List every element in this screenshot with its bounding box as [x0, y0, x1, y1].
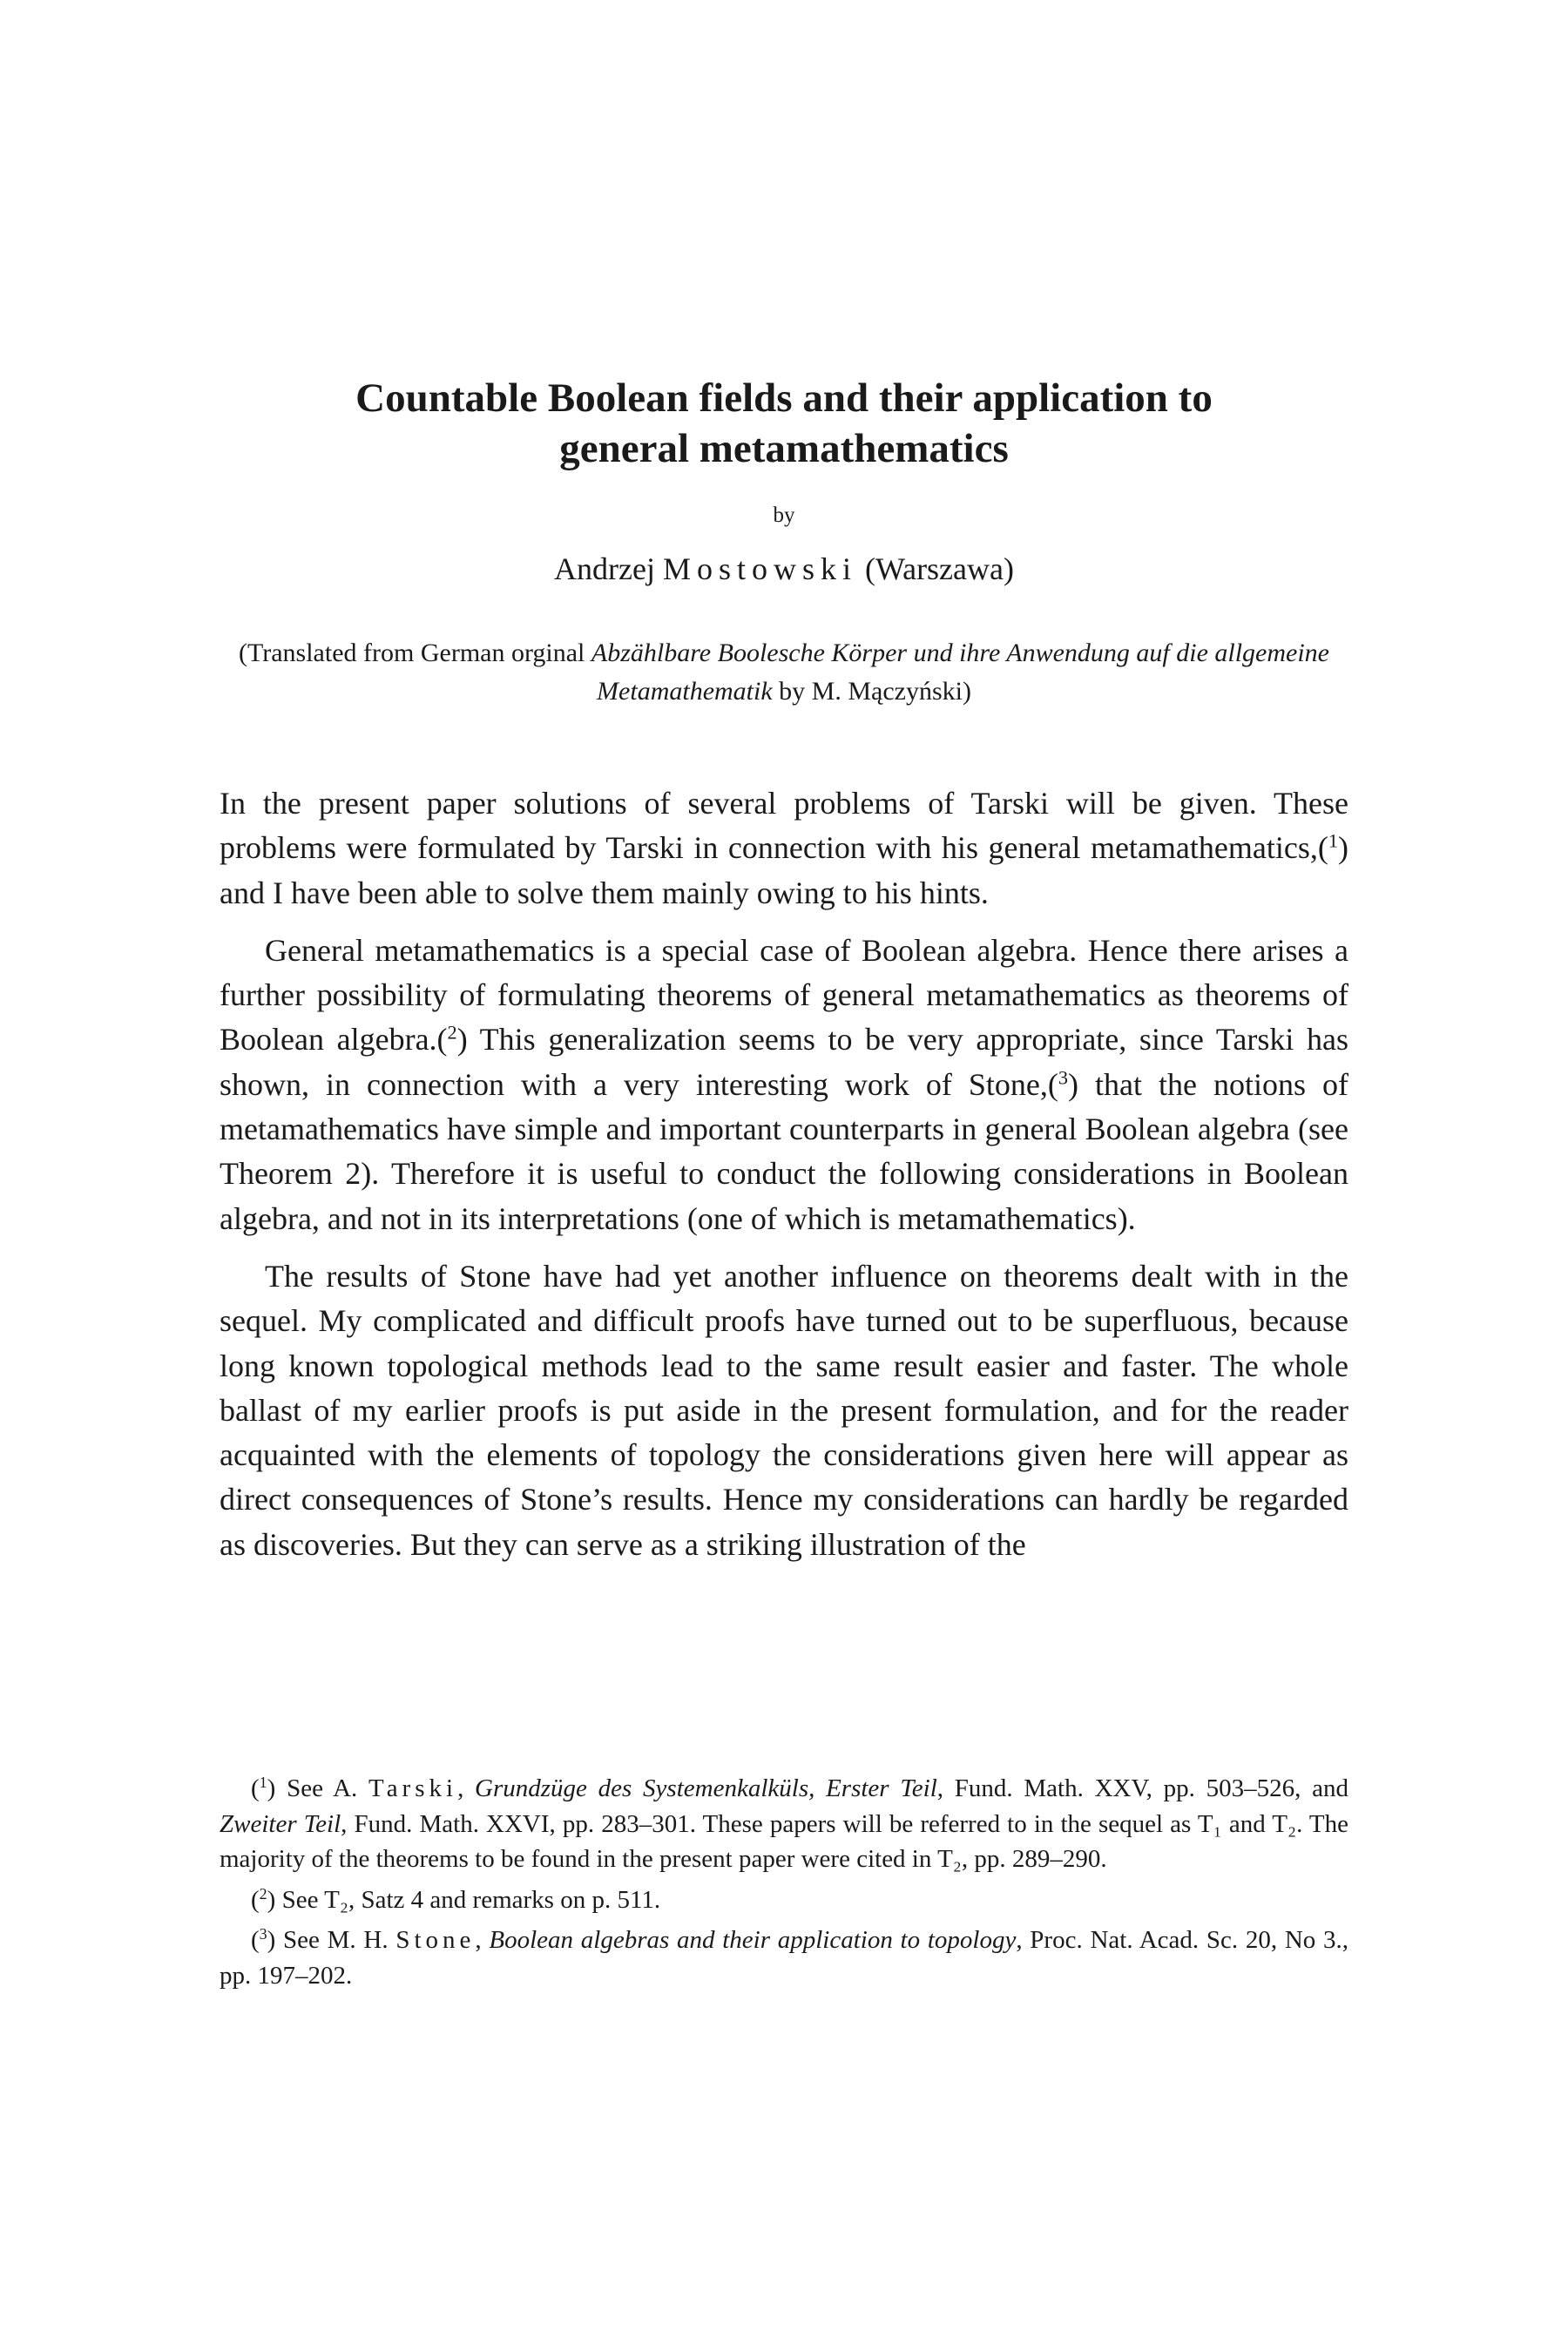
footnote-3-sep: ,: [475, 1926, 490, 1954]
footnote-1: ($^1$) See A. Tarski, Grundzüge des Systemenkalküls, Erster Teil, Fund. Math. XXV, pp. 503–526, and Zweiter Teil, Fund. Math. XXVI, pp. 283–301. These papers will be referred to in the sequel as T₁ and T₂. The majority of the theorems to be found in the present paper were cited in T₂, pp. 289–290.: [220, 1774, 1348, 1873]
footnote-2-mark: 2: [259, 1884, 267, 1903]
footnote-3-see: See M. H.: [283, 1926, 396, 1954]
footnote-3-rest: , Proc. Nat. Acad. Sc. 20, No 3., pp. 197–202.: [220, 1926, 1348, 1990]
footnote-3: ($^3$) See M. H. Stone, Boolean algebras and their application to topology, Proc. Nat. Acad. Sc. 20, No 3., pp. 197–202.: [220, 1925, 1348, 1990]
author-line: [0, 551, 1568, 587]
footnote-1-mid: , Fund. Math. XXV, pp. 503–526, and: [936, 1774, 1348, 1802]
original-title: Abzählbare Boolesche Körper und ihre Anwendung auf die allgemeine Metamathematik: [591, 639, 1329, 706]
byline: by: [773, 504, 795, 527]
footnote-1-title-1: Grundzüge des Systemenkalküls, Erster Teil: [475, 1774, 937, 1802]
footnote-3-author: Stone: [395, 1926, 476, 1954]
paragraph-1: In the present paper solutions of several problems of Tarski will be given. These problems were formulated by Tarski in connection with his general metamathematics,($^1$) and I have been able to solve them mainly owing to his hints.: [220, 786, 1348, 910]
translation-note: [220, 634, 1348, 711]
translation-lead: (Translated from German orginal: [238, 639, 591, 667]
footnote-1-sep: ,: [457, 1774, 476, 1802]
footnote-1-mark: 1: [259, 1774, 267, 1792]
translation-by: by M. Mączyński): [772, 677, 971, 706]
footnote-ref: 2: [447, 1022, 457, 1044]
footnote-3-title: Boolean algebras and their application to topology: [489, 1926, 1017, 1954]
author-last-name: Mostowski: [662, 551, 857, 586]
footnote-ref: 1: [1328, 830, 1338, 853]
footnote-2-text: See T₂, Satz 4 and remarks on p. 511.: [281, 1885, 661, 1914]
footnote-1-title-2: Zweiter Teil: [220, 1809, 341, 1838]
footnote-1-see: See A.: [287, 1774, 368, 1802]
body-text: [220, 781, 1348, 1580]
author-place: (Warszawa): [865, 551, 1014, 586]
footnote-ref: 3: [1058, 1066, 1069, 1089]
footnote-2: ($^2$) See T₂, Satz 4 and remarks on p. 511.: [251, 1884, 661, 1914]
footnotes: [220, 1771, 1348, 1998]
paragraph-2: General metamathematics is a special case of Boolean algebra. Hence there arises a further possibility of formulating theorems of general metamathematics as theorems of Boolean algebra.($^2$) This generalization seems to be very appropriate, since Tarski has shown, in connection with a very interesting work of Stone,($^3$) that the notions of metamathematics have simple and important counterparts in general Boolean algebra (see Theorem 2). Therefore it is useful to conduct the following considerations in Boolean algebra, and not in its interpretations (one of which is metamathematics).: [220, 932, 1349, 1236]
paper-title: [0, 373, 1568, 474]
author-first-name: Andrzej: [554, 551, 655, 586]
footnote-1-author: Tarski: [368, 1774, 458, 1802]
paragraph-3: The results of Stone have had yet another influence on theorems dealt with in the sequel. My complicated and difficult proofs have turned out to be superfluous, because long known topological methods lead to the same result easier and faster. The whole ballast of my earlier proofs is put aside in the present formulation, and for the reader acquainted with the elements of topology the considerations given here will appear as direct consequences of Stone’s results. Hence my considerations can hardly be regarded as discoveries. But they can serve as a striking illustration of the: [220, 1258, 1348, 1562]
title-line-2: general metamathematics: [559, 426, 1009, 471]
footnote-3-mark: 3: [259, 1925, 267, 1943]
footnote-1-rest: , Fund. Math. XXVI, pp. 283–301. These papers will be referred to in the sequel as T₁ and T₂. The majority of the theorems to be found in the present paper were cited in T₂, pp. 289–290.: [220, 1809, 1348, 1873]
title-line-1: Countable Boolean fields and their application to: [355, 375, 1213, 421]
